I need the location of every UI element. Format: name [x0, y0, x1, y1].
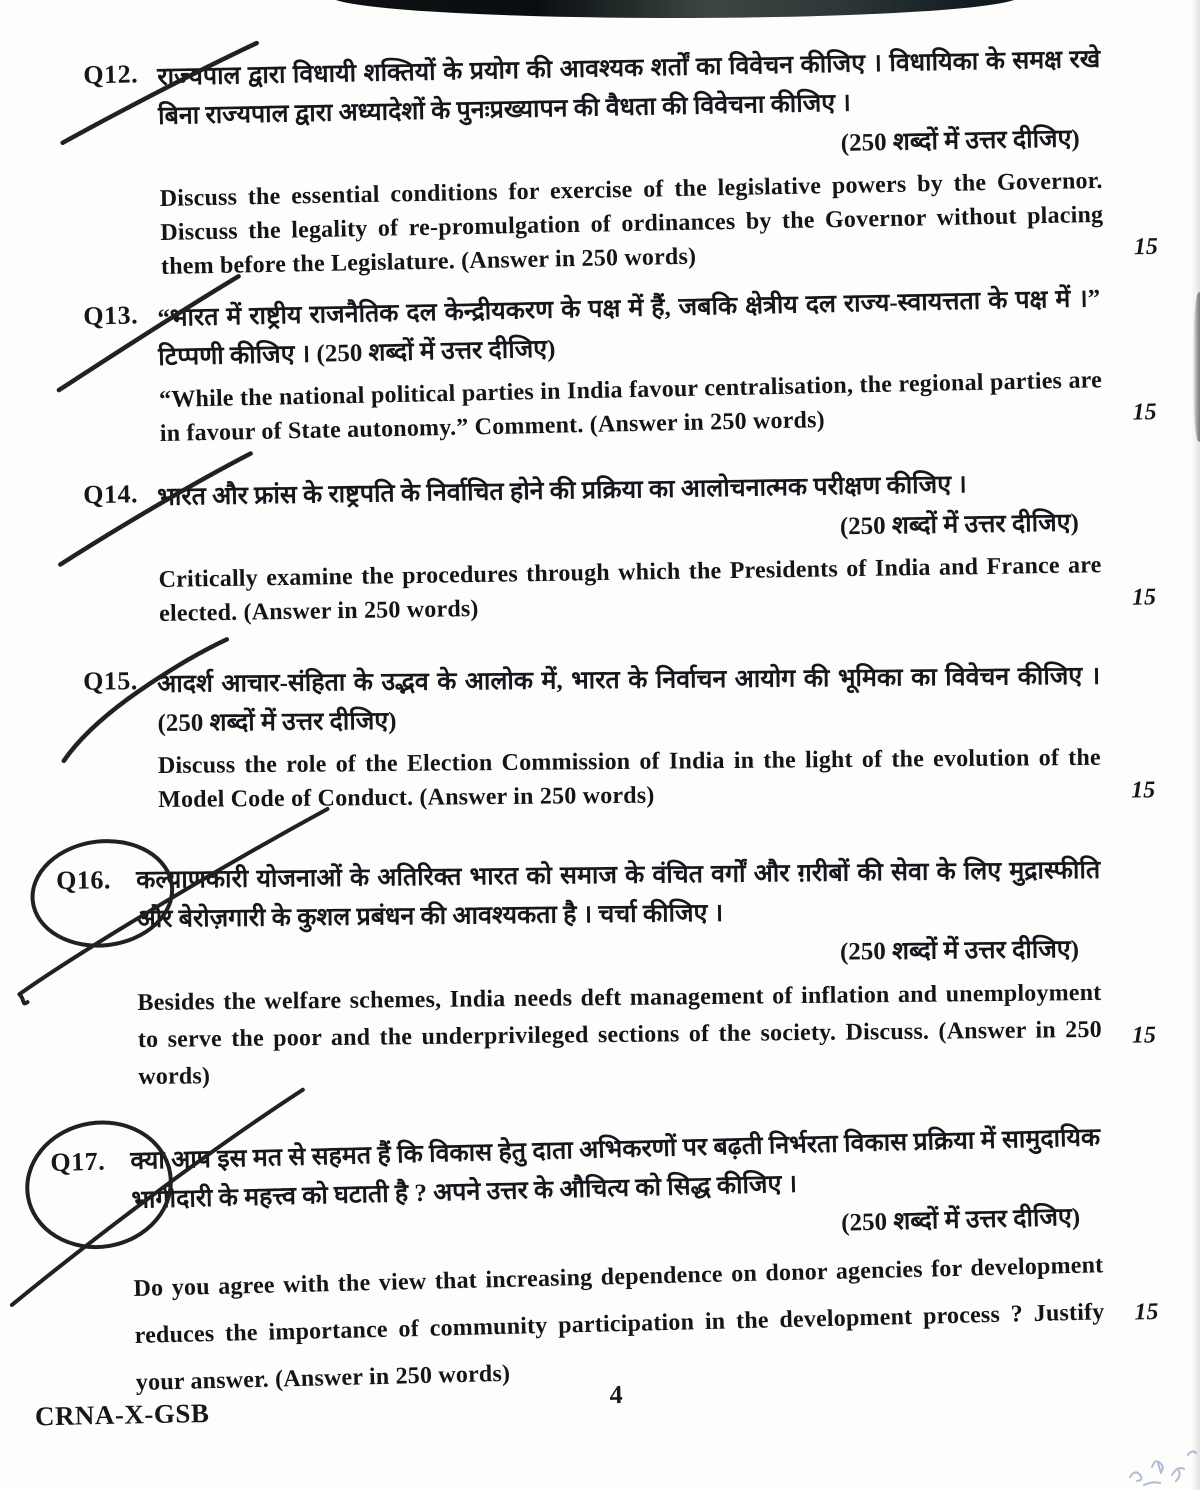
question-number: Q14. [83, 479, 139, 510]
hindi-question-text: भारत और फ्रांस के राष्ट्रपति के निर्वाचित होने की प्रक्रिया का आलोचनात्मक परीक्षण कीजिए । [157, 471, 967, 511]
english-question-text: Discuss the essential conditions for exercise of the legislative powers by the Governor. Discuss the legality of re-promulgation of ordinances by the Governor without placing them before the Legislature. (Answer in 250 words) [159, 167, 1104, 280]
answer-word-limit-note: (250 शब्दों में उत्तर दीजिए) [840, 1203, 1081, 1237]
marks-value: 15 [1131, 584, 1157, 611]
question-number: Q12. [83, 59, 139, 90]
english-question-text: Discuss the role of the Election Commission of India in the light of the evolution of the Model Code of Conduct. (Answer in 250 words) [157, 744, 1101, 813]
answer-word-limit-note: (250 शब्दों में उत्तर दीजिए) [839, 936, 1080, 966]
question-label-q15 [83, 666, 138, 696]
english-question-text: Besides the welfare schemes, India needs deft management of inflation and unemployment to serve the poor and the underprivileged sections of the society. Discuss. (Answer in 250 words) [137, 979, 1102, 1090]
english-question-text: Do you agree with the view that increasing dependence on donor agencies for development reduces the importance of community participation in the development process ? Justify your answer. (Answer in 250 words) [133, 1252, 1105, 1396]
question-block-q14 [83, 463, 1157, 631]
page-number-label: 4 [609, 1380, 623, 1410]
paper-code-label: CRNA-X-GSB [34, 1397, 210, 1432]
question-number: Q13. [83, 300, 139, 331]
marks-value: 15 [1131, 777, 1156, 804]
english-question-text: Critically examine the procedures through which the Presidents of India and France are elected. (Answer in 250 words) [158, 552, 1102, 627]
question-label-q17 [50, 1147, 105, 1178]
question-label-q12 [83, 59, 138, 90]
question-number: Q16. [56, 865, 112, 895]
marks-value: 15 [1131, 1022, 1157, 1049]
question-label-q16 [56, 865, 111, 896]
question-block-q16 [56, 851, 1157, 1096]
question-block-q12 [83, 40, 1159, 284]
blue-pen-scribble-icon [1048, 1435, 1198, 1490]
question-block-q17 [50, 1118, 1159, 1407]
marks-value: 15 [1133, 233, 1159, 261]
hindi-question-text: कल्याणकारी योजनाओं के अतिरिक्त भारत को समाज के वंचित वर्गों और ग़रीबों की सेवा के लिए मुद्रास्फीति और बेरोज़गारी के कुशल प्रबंधन की आवश्यकता है । चर्चा कीजिए । [136, 856, 1101, 933]
answer-word-limit-note: (250 शब्दों में उत्तर दीजिए) [839, 509, 1080, 541]
question-block-q15 [83, 657, 1156, 817]
english-question-text: “While the national political parties in India favour centralisation, the regional parties are in favour of State autonomy.” Comment. (Answer in 250 words) [158, 367, 1103, 447]
question-number: Q15. [83, 666, 138, 696]
hindi-question-text: क्या आप इस मत से सहमत हैं कि विकास हेतु दाता अभिकरणों पर बढ़ती निर्भरता विकास प्रक्रिया में सामुदायिक भागीदारी के महत्त्व को घटाती है ? अपने उत्तर के औचित्य को सिद्ध कीजिए । [130, 1124, 1101, 1214]
question-label-q14 [83, 479, 138, 510]
scan-shadow-top-edge [330, 0, 1020, 18]
questions-section [0, 45, 1200, 1407]
marks-value: 15 [1132, 399, 1157, 426]
question-block-q13 [83, 279, 1157, 451]
hindi-question-text: राज्यपाल द्वारा विधायी शक्तियों के प्रयोग की आवश्यक शर्तों का विवेचन कीजिए । विधायिका के समक्ष रखे बिना राज्यपाल द्वारा अध्यादेशों के पुनःप्रख्यापन की वैधता की विवेचना कीजिए । [157, 45, 1101, 130]
marks-value: 15 [1134, 1298, 1159, 1326]
answer-word-limit-note: (250 शब्दों में उत्तर दीजिए) [840, 125, 1080, 157]
hindi-question-text: आदर्श आचार-संहिता के उद्भव के आलोक में, भारत के निर्वाचन आयोग की भूमिका का विवेचन कीजिए । (250 शब्दों में उत्तर दीजिए) [157, 662, 1101, 737]
question-label-q13 [83, 300, 138, 331]
hindi-question-text: “भारत में राष्ट्रीय राजनैतिक दल केन्द्रीयकरण के पक्ष में हैं, जबकि क्षेत्रीय दल राज्य-स्वायत्तता के पक्ष में ।” टिप्पणी कीजिए । (250 शब्दों में उत्तर दीजिए) [157, 285, 1101, 371]
question-number: Q17. [50, 1146, 106, 1177]
